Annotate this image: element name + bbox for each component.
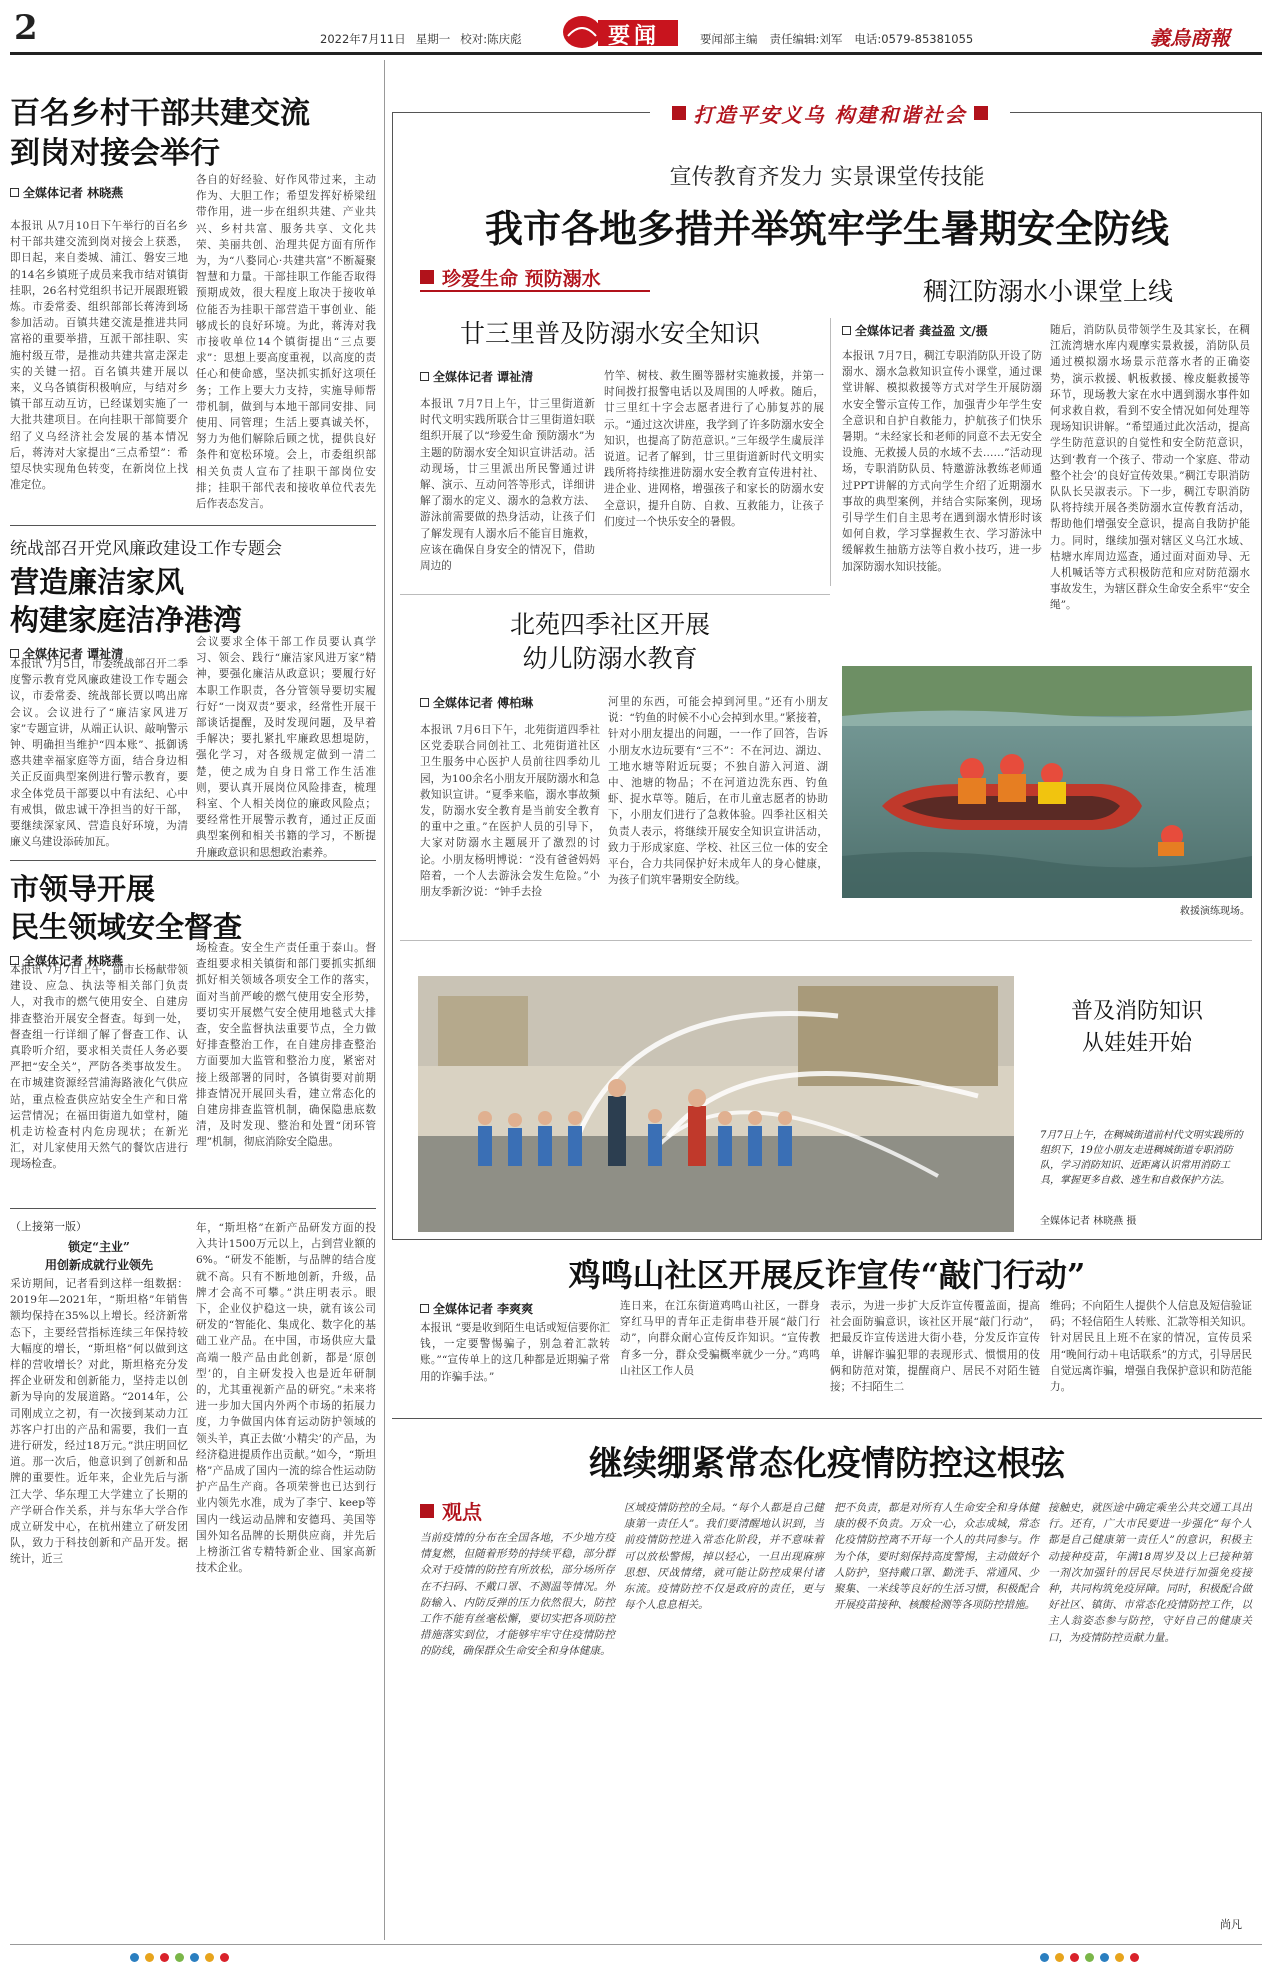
- proofreader: 校对:陈庆彪: [460, 32, 522, 46]
- footer-dot-icon: [1130, 1953, 1139, 1962]
- byline: 全媒体记者 谭祉清: [10, 645, 376, 662]
- opinion-headline: 继续绷紧常态化疫情防控这根弦: [589, 1444, 1065, 1484]
- page-header: [0, 0, 1272, 52]
- section-editor: 责任编辑:刘军: [769, 32, 843, 46]
- feature-deck: 宣传教育齐发力 实景课堂传技能: [669, 165, 985, 190]
- article-body-col2: 各自的好经验、好作风带过来，主动作为、大胆工作；希望发挥好桥梁纽带作用，进一步在组织共建、产业共兴、乡村共富、服务共享、文化共荣、美丽共创、治理共促方面有所作为，为“八婺同心·共建共富”不断凝聚智慧和力量。干部挂职工作能否取得预期成效，很大程度上取决于接收单位能否为挂职干部营造干事创业、能够成长的良好环境。为此，蒋涛对我市接收单位14个镇街提出“三点要求”：思想上要高度重视，以高度的责任心和使命感，坚决抓实抓好这项任务；工作上要大力支持，实施导师帮带机制，做到与本地干部同安排、同使用、同管理；生活上要真诚关怀，努力为他们解除后顾之忧，提供良好条件和宽松环境。会上，市委组织部相关负责人宣布了挂职干部岗位安排；挂职干部代表和接收单位代表先后作表态发言。: [196, 174, 376, 511]
- article-title: 营造廉洁家风 构建家庭洁净港湾: [10, 565, 243, 637]
- footer-dot-icon: [160, 1953, 169, 1962]
- story-body-col2: 河里的东西，可能会掉到河里。”还有小朋友说：“钓鱼的时候不小心会掉到水里。”紧接着，针对小朋友提出的问题，一一作了回答，告诉小朋友水边玩要有“三不”：不在河边、湖边、工地水塘等附近玩耍；不独自游入河道、湖中、池塘的物品；不在河道边洗东西、钓鱼虾、捉水草等。随后，在市儿童志愿者的协助下，小朋友们进行了急救体验。四季社区相关负责人表示，将继续开展安全知识宣讲活动，致力于形成家庭、学校、社区三位一体的安全平台，合力共同保护好未成年人的身心健康，为孩子们筑牢暑期安全防线。: [608, 696, 828, 887]
- photo-caption: 7月7日上午，在稠城街道前村代文明实践所的组织下，19位小朋友走进稠城街道专职消防队，学习消防知识、近距离认识常用消防工具，掌握更多自救、逃生和自救保护方法。: [1040, 1130, 1243, 1186]
- opinion-kicker: 观点: [420, 1496, 482, 1525]
- footer-dot-icon: [175, 1953, 184, 1962]
- footer-dot-icon: [1100, 1953, 1109, 1962]
- photo-fire-knowledge: [418, 976, 1014, 1232]
- feature-headline: 我市各地多措并举筑牢学生暑期安全防线: [484, 206, 1169, 251]
- footer-dot-icon: [1115, 1953, 1124, 1962]
- section-name: 要闻: [608, 24, 661, 49]
- rescue-boat-photo-icon: [842, 666, 1252, 898]
- byline-box-icon: [10, 188, 19, 197]
- banner-square-icon: [672, 106, 686, 120]
- story-body-col2: 竹竿、树枝、救生圈等器材实施救援，并第一时间拨打报警电话以及周围的人呼救。随后，廿三里红十字会志愿者进行了心肺复苏的展示。“通过这次讲座，我学到了许多防溺水安全知识，也提高了防范意识。”三年级学生虞辰洋说道。记者了解到，廿三里街道新时代文明实践所将持续推进防溺水安全教育宣传进村社、进企业、进网格，增强孩子和家长的防溺水安全意识，提升自防、自救、互救能力，让孩子们度过一个快乐安全的暑假。: [604, 370, 824, 528]
- photo-credit: 全媒体记者 林晓燕 摄: [1040, 1216, 1137, 1227]
- article-subtitle: 锁定“主业” 用创新成就行业领先: [44, 1240, 153, 1272]
- kicker-square-icon: [420, 270, 434, 284]
- footer-dots-right: [1040, 1953, 1139, 1962]
- story-body-col1: 本报讯 7月7日上午，廿三里街道新时代文明实践所联合廿三里街道妇联组织开展了以“珍爱生命 预防溺水”为主题的防溺水安全知识宣讲活动。活动现场，廿三里派出所民警通过讲解、演示、互动问答等形式，详细讲解了溺水的定义、溺水的急救方法、游泳前需要做的热身活动，让孩子们了解发现有人溺水后不能盲目施救，应该在确保自身安全的情况下，借助周边的: [420, 398, 595, 573]
- opinion-body-col4: 接触史，就医途中确定乘坐公共交通工具出行。还有，广大市民要进一步强化“每个人都是自己健康第一责任人”的意识，积极主动接种疫苗，年满18周岁及以上已接种第一剂次加强针的居民尽快进行加强免疫接种，共同构筑免疫屏障。同时，积极配合做好社区、镇街、市常态化疫情防控工作，以主人翁姿态参与防控，守好自己的健康关口，为疫情防控贡献力量。: [1048, 1502, 1252, 1644]
- issue-weekday: 星期一: [415, 32, 451, 46]
- opinion-body-col1: 当前疫情的分布在全国各地，不少地方疫情复燃，但随着形势的持续平稳，部分群众对于疫情的防控有所放松，部分场所存在不扫码、不戴口罩、不测温等情况。外防输入、内防反弹的压力依然很大，防控工作不能有丝毫松懈，要切实把各项防控措施落实到位，才能够牢牢守住疫情防控的防线，确保群众生命安全和身体健康。: [420, 1532, 615, 1658]
- feature-banner: 打造平安义乌 构建和谐社会: [650, 100, 1010, 126]
- byline-box-icon: [420, 372, 429, 381]
- story-title: 稠江防溺水小课堂上线: [922, 277, 1173, 306]
- issue-date: 2022年7月11日: [320, 32, 406, 46]
- article-title: 市领导开展 民生领域安全督查: [10, 872, 243, 944]
- footer-dot-icon: [190, 1953, 199, 1962]
- section-logo: [560, 10, 680, 50]
- byline: 全媒体记者 龚益盈 文/摄: [842, 322, 988, 339]
- footer-dots-left: [130, 1953, 229, 1962]
- footer-dot-icon: [130, 1953, 139, 1962]
- fire-hose-photo-icon: [418, 976, 1014, 1232]
- story-title: 普及消防知识 从娃娃开始: [1070, 999, 1203, 1056]
- opinion-body-col2: 区域疫情防控的全局。“每个人都是自己健康第一责任人”。我们要清醒地认识到，当前疫情防控进入常态化阶段，并不意味着可以放松警惕，掉以轻心，一旦出现麻痹思想、厌战情绪，就可能让防控成果付诸东流。疫情防控不仅是政府的责任，更与每个人息息相关。: [624, 1502, 824, 1612]
- article-body-col1: 采访期间，记者看到这样一组数据：2019年—2021年，“斯坦格”年销售额均保持在35%以上增长。经济新常态下，主要经营指标连续三年保持较大幅度的增长，“斯坦格”何以做到这样的营收增长？对此，斯坦格充分发挥企业研发和创新能力，坚持走以创新为导向的发展道路。“2014年，公司刚成立之初，有一次接到某动力江苏客户打出的产品和需要，我们一直进行研发，经过18万元。”洪庄明回忆道。那一次后，他意识到了创新和品牌的重要性。近年来，企业先后与浙江大学、华东理工大学建立了长期的产学研合作关系，并与东华大学合作成立研发中心，在杭州建立了研发团队，致力于科技创新和产品开发。据统计，近三: [10, 1278, 188, 1566]
- byline: 全媒体记者 傅柏琳: [420, 694, 533, 711]
- article-body-col2: 场检查。安全生产责任重于泰山。督查组要求相关镇街和部门要抓实抓细抓好相关领域各项安全工作的落实，面对当前严峻的燃气使用安全形势，要切实开展燃气安全使用地毯式大排查，安全监督执法重要节点，全力做好排查整治工作，在自建房排查整治方面要加大监管和整治力度，紧密对接上级部署的同时，各镇街要对前期排查情况开展回头看，建立常态化的自建房排查监管机制，确保隐患底数清，及时发现、整治和处置“闭环管理”机制，彻底消除安全隐患。: [196, 942, 376, 1149]
- byline: 全媒体记者 李爽爽: [420, 1300, 533, 1317]
- section-host: 要闻部主编: [700, 32, 758, 46]
- footer-dot-icon: [1040, 1953, 1049, 1962]
- jump-note: （上接第一版）: [10, 1220, 87, 1233]
- feature-kicker: 珍爱生命 预防溺水: [420, 264, 650, 292]
- photo-caption: 救援演练现场。: [1180, 906, 1250, 917]
- opinion-body-col3: 把不负责，都是对所有人生命安全和身体健康的极不负责。万众一心，众志成城，常态化疫情防控离不开每一个人的共同参与。作为个体，要时刻保持高度警惕，主动做好个人防护，坚持戴口罩、勤洗手、常通风、少聚集、一米线等良好的生活习惯，积极配合开展疫苗接种、核酸检测等各项防控措施。: [834, 1502, 1039, 1612]
- story-body-col1: 本报讯 7月7日，稠江专职消防队开设了防溺水、溺水急救知识宣传小课堂，通过课堂讲解、模拟救援等方式对学生开展防溺水安全警示宣传工作，加强青少年学生安全意识和自护自救能力，护航孩子们快乐暑期。“未经家长和老师的同意不去无安全设施、无救援人员的水域不去……”活动现场，专职消防队员、特邀游泳教练老师通过PPT讲解的方式向学生介绍了近期溺水事故的典型案例，并结合实际案例，现场引导学生们自主思考在遇到溺水情形时该如何自救，学习掌握救生衣、学习游泳中缓解救生抽筋方法等自救小技巧，进一步加深防溺水知识技能。: [842, 350, 1042, 573]
- footer-dot-icon: [145, 1953, 154, 1962]
- byline: 全媒体记者 林晓燕: [10, 952, 376, 969]
- footer-dot-icon: [205, 1953, 214, 1962]
- footer-dot-icon: [220, 1953, 229, 1962]
- masthead-logo: 義烏商報: [1150, 26, 1230, 50]
- story-body-col2: 随后，消防队员带领学生及其家长，在稠江流湾塘水库内观摩实景救援，消防队员通过模拟溺水场景示范落水者的正确姿势，演示救援、帆板救援、橡皮艇救援等环节，现场教大家在水中遇到溺水事件如何求救自救，看到不安全情况如何处理等现场知识讲解。“希望通过此次活动，提高学生防范意识的自觉性和安全防范意识，达到‘教育一个孩子、带动一个家庭、带动整个社会’的良好宣传效果。”稠江专职消防队队长吴淑表示。下一步，稠江专职消防队将持续开展各类防溺水宣传教育活动，帮助他们增强安全意识，提高自我防护能力。同时，继续加强对辖区义乌江水域、枯塘水库周边巡查，通过面对面劝导、无人机喊话等方式积极防范和应对防范溺水事故发生，为辖区群众生命安全系牢“安全绳”。: [1050, 324, 1250, 612]
- story-title: 廿三里普及防溺水安全知识: [459, 319, 760, 348]
- story-title: 鸡鸣山社区开展反诈宣传“敲门行动”: [568, 1256, 1086, 1294]
- byline-box-icon: [420, 1304, 429, 1313]
- article-body-col2: 年，“斯坦格”在新产品研发方面的投入共计1500万元以上，占到营业额的6%。“研发不能断，与品牌的结合度就不高。只有不断地创新，升级，品牌才会高不可攀。”洪庄明表示。眼下，企业仪护稳这一块，就有该公司研发的“智能化、集成化、数字化的基础工业产品。在中国，市场供应大量高端一般产品由此创新，都是‘原创型’的，自主研发投入也是近年研制的，尤其重视新产品的研究。”未来将进一步加大国内外两个市场的拓展力度，力争做国内体育运动防护领域的领头羊，真正去做‘小精尖’的产品，为经济稳进提质作出贡献。”如今，“斯坦格”产品成了国内一流的综合性运动防护产品生产商。各项荣誉也已达到行业内领先水准，成为了李宁、keep等国内一线运动品牌和安德玛、美国等国外知名品牌的长期供应商，并先后上榜浙江省专精特新企业、国家高新技术企业。: [196, 1222, 376, 1575]
- article-body-col1: 本报讯 7月5日，市委统战部召开二季度警示教育党风廉政建设工作专题会议，市委常委、统战部长贾以鸣出席会议。会议进行了“廉洁家风进万家”专题宣讲，从端正认识、敲响警示钟、明确担当维护“四本账”、抵御诱惑共建幸福家庭等方面，结合身边相关正反面典型案例进行警示教育，要求全体党员干部要以中有法纪、心中有戒惧，做忠诚干净担当的好干部，要继续深家风、营造良好环境，为清廉义乌建设添砖加瓦。: [10, 658, 188, 849]
- kicker-square-icon: [420, 1504, 434, 1518]
- byline: 全媒体记者 谭祉清: [420, 368, 533, 385]
- byline: 全媒体记者 林晓燕: [10, 184, 376, 201]
- article-body-col1: 本报讯 7月7日上午，副市长杨献带领建设、应急、执法等相关部门负责人，对我市的燃气使用安全、自建房排查整治开展安全督查。每到一处，督查组一行详细了解了督查工作、认真聆听介绍，要求相关责任人务必要严把“安全关”，严防各类事故发生。在市城建资源经营浦海路液化气供应站，重点检查供应站安全生产和日常运营情况；在福田街道九如堂村，随机走访检查村内危房现状；在新光汇，对儿家使用天然气的餐饮店进行现场检查。: [10, 964, 188, 1171]
- article-continued: [10, 1218, 188, 1274]
- byline-box-icon: [842, 326, 851, 335]
- footer-dot-icon: [1085, 1953, 1094, 1962]
- footer-dot-icon: [1055, 1953, 1064, 1962]
- article-body-col2: 会议要求全体干部工作员要认真学习、领会、践行“廉洁家风进万家”精神，要强化廉洁从政意识；要履行好本职工作职责，各分管领导要切实履行好“一岗双责”要求，经常性开展干部谈话提醒，及时发现问题，及早着手解决；要扎紧扎牢廉政思想堤防，强化学习，对各级规定做到一清二楚，使之成为自身日常工作生活准则，要认真开展岗位风险排查，梳理科室、个人相关岗位的廉政风险点；要经常性开展警示教育，通过正反面典型案例和相关书籍的学习，不断提升廉政意识和思想政治素养。: [196, 636, 376, 859]
- byline-box-icon: [420, 698, 429, 707]
- story-body-col4: 维码；不向陌生人提供个人信息及短信验证码；不轻信陌生人转账、汇款等相关知识。针对居民且上班不在家的情况，宣传员采用“晚间行动＋电话联系”的方式，引导居民自觉远离诈骗，增强自我保护意识和防范能力。: [1050, 1300, 1252, 1394]
- story-body-col1: 本报讯 7月6日下午，北苑街道四季社区党委联合同创社工、北苑街道社区卫生服务中心医护人员前往四季幼儿园，为100余名小朋友开展防溺水和急救知识宣讲。“夏季来临，溺水事故频发，防溺水安全教育是当前安全教育的重中之重。”在医护人员的引导下，大家对防溺水主题展开了激烈的讨论。小朋友杨明博说：“没有爸爸妈妈陪着，一个人去游泳会发生危险。”小朋友季新汐说：“钟手去捡: [420, 724, 600, 899]
- story-body-col2: 连日来，在江东街道鸡鸣山社区，一群身穿红马甲的青年正走街串巷开展“敲门行动”，向群众耐心宣传反诈知识。“宣传教育多一分，群众受骗概率就少一分。”鸡鸣山社区工作人员: [620, 1300, 820, 1377]
- photo-rescue-drill: [842, 666, 1252, 898]
- opinion-author: 尚凡: [1220, 1918, 1242, 1931]
- story-body-col1: 本报讯 “要是收到陌生电话或短信要你汇钱，一定要警惕骗子，别急着汇款转账。”“宣传单上的这几种都是近期骗子常用的诈骗手法。”: [420, 1322, 610, 1383]
- story-title: 北苑四季社区开展 幼儿防溺水教育: [509, 610, 710, 673]
- page-number: 2: [14, 8, 38, 48]
- article-subtitle: 统战部召开党风廉政建设工作专题会: [10, 539, 282, 559]
- banner-square-icon: [974, 106, 988, 120]
- article-body-col1: 本报讯 从7月10日下午举行的百名乡村干部共建交流到岗对接会上获悉，即日起，来自娄城、浦江、磐安三地的14名乡镇班子成员来我市结对镇街挂职，26名村党组织书记开展跟班锻炼。市委常委、组织部部长蒋涛到场参加活动。百镇共建交流是推进共同富裕的重要举措，互派干部挂职、实施村级互带，是推动共建共富走深走实的关键一招。百名镇共建开展以来，义乌各镇街积极响应，与结对乡镇干部互动互访，已经谋划实施了一大批共建项目。在向挂职干部简要介绍了义乌经济社会发展的基本情况后，蒋涛对大家提出“三点希望”：希望尽快实现角色转变，在新岗位上找准定位。: [10, 220, 188, 492]
- editor-phone: 电话:0579-85381055: [854, 32, 974, 46]
- article-title: 百名乡村干部共建交流 到岗对接会举行: [10, 96, 310, 171]
- story-body-col3: 表示，为进一步扩大反诈宣传覆盖面，提高社会面防骗意识，该社区开展“敲门行动”，把最反诈宣传送进大街小巷，分发反诈宣传单，讲解诈骗犯罪的表现形式、惯惯用的伎俩和防范对策，提醒商户、居民不对陌生链接；不扫陌生二: [830, 1300, 1040, 1394]
- footer-dot-icon: [1070, 1953, 1079, 1962]
